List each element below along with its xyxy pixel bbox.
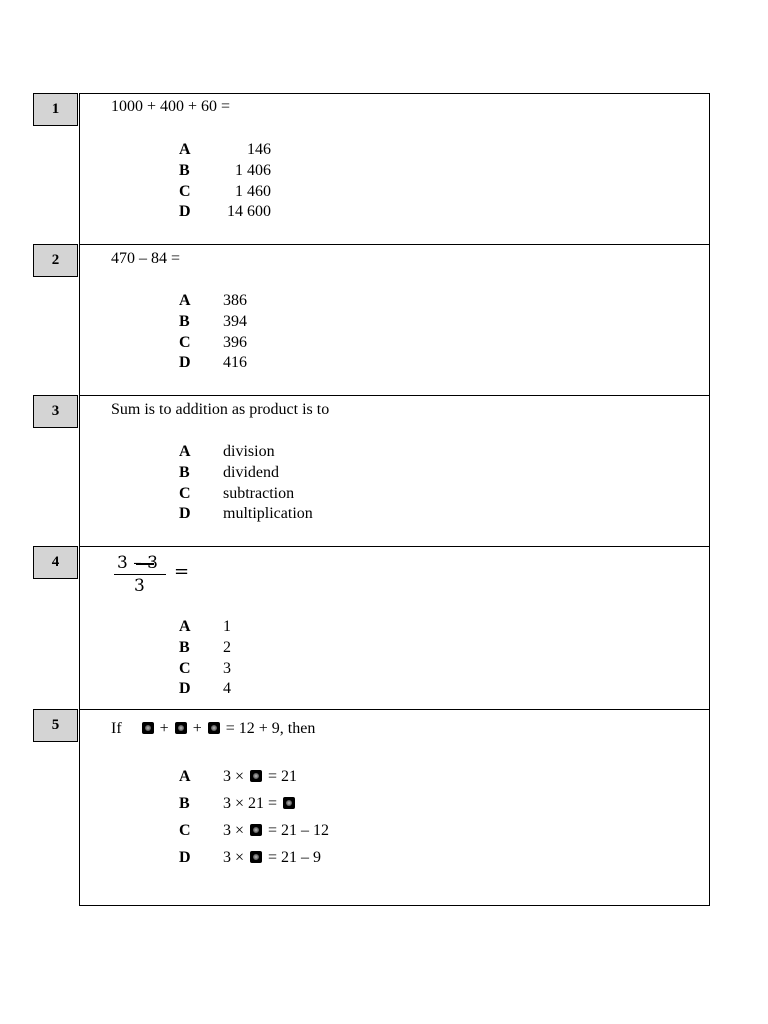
answer-option[interactable] bbox=[179, 844, 329, 871]
answer-options bbox=[179, 140, 271, 223]
answer-option[interactable] bbox=[179, 353, 247, 374]
answer-option[interactable] bbox=[179, 202, 271, 223]
question-number: 1 bbox=[33, 93, 78, 126]
option-after: = 21 – 9 bbox=[268, 848, 322, 866]
option-value: division bbox=[223, 443, 275, 461]
shaded-square-icon bbox=[142, 722, 154, 734]
option-letter: C bbox=[179, 821, 191, 839]
answer-option[interactable] bbox=[179, 763, 329, 790]
stem-equals: = bbox=[225, 720, 235, 737]
option-value bbox=[223, 822, 329, 840]
stem-rhs: 12 + 9, then bbox=[238, 720, 316, 737]
option-letter: B bbox=[179, 313, 190, 331]
option-before: 3 × 21 = bbox=[223, 794, 278, 812]
stem-plus: + bbox=[159, 720, 169, 737]
answer-option[interactable] bbox=[179, 140, 271, 161]
option-letter: C bbox=[179, 333, 191, 351]
option-before: 3 × bbox=[223, 821, 245, 839]
shaded-square-icon bbox=[250, 770, 262, 782]
answer-option[interactable] bbox=[179, 181, 271, 202]
shaded-square-icon bbox=[250, 824, 262, 836]
answer-option[interactable] bbox=[179, 817, 329, 844]
option-before: 3 × bbox=[223, 848, 245, 866]
answer-option[interactable] bbox=[179, 291, 247, 312]
shaded-square-icon bbox=[208, 722, 220, 734]
question-table bbox=[79, 93, 710, 906]
answer-options bbox=[179, 763, 329, 871]
numerator-strike bbox=[136, 563, 154, 565]
stem-plus: + bbox=[192, 720, 202, 737]
option-letter: D bbox=[179, 680, 191, 698]
option-value: 1 bbox=[223, 618, 231, 636]
option-letter: A bbox=[179, 618, 191, 636]
shaded-square-icon bbox=[283, 797, 295, 809]
option-value: 14 600 bbox=[227, 203, 271, 221]
question-number: 5 bbox=[33, 709, 78, 742]
option-value: 2 bbox=[223, 639, 231, 657]
option-value: 3 bbox=[223, 659, 231, 677]
answer-option[interactable] bbox=[179, 504, 313, 525]
answer-option[interactable] bbox=[179, 679, 231, 700]
answer-options bbox=[179, 617, 231, 700]
option-letter: D bbox=[179, 354, 191, 372]
option-letter: D bbox=[179, 505, 191, 523]
row-divider bbox=[79, 395, 710, 396]
option-value bbox=[223, 849, 321, 867]
option-value: 386 bbox=[223, 292, 247, 310]
option-letter: C bbox=[179, 659, 191, 677]
option-before: 3 × bbox=[223, 767, 245, 785]
question-number: 4 bbox=[33, 546, 78, 579]
option-value: 396 bbox=[223, 333, 247, 351]
option-letter: B bbox=[179, 162, 190, 180]
answer-option[interactable] bbox=[179, 638, 231, 659]
answer-option[interactable] bbox=[179, 790, 329, 817]
row-divider bbox=[79, 709, 710, 710]
question-stem: 470 – 84 = bbox=[111, 250, 181, 267]
option-after: = 21 bbox=[268, 767, 298, 785]
answer-option[interactable] bbox=[179, 483, 313, 504]
shaded-square-icon bbox=[250, 851, 262, 863]
answer-option[interactable] bbox=[179, 617, 231, 638]
option-letter: B bbox=[179, 464, 190, 482]
option-after: = 21 – 12 bbox=[268, 821, 330, 839]
answer-option[interactable] bbox=[179, 658, 231, 679]
option-letter: C bbox=[179, 484, 191, 502]
option-value bbox=[223, 795, 297, 813]
row-divider bbox=[79, 546, 710, 547]
question-stem: 1000 + 400 + 60 = bbox=[111, 98, 231, 115]
answer-option[interactable] bbox=[179, 442, 313, 463]
fraction-bar bbox=[114, 574, 166, 575]
option-value: 394 bbox=[223, 313, 247, 331]
option-letter: B bbox=[179, 794, 190, 812]
answer-option[interactable] bbox=[179, 463, 313, 484]
stem-if: If bbox=[111, 720, 122, 737]
option-value: 1 406 bbox=[235, 162, 271, 180]
option-letter: A bbox=[179, 141, 191, 159]
option-letter: A bbox=[179, 767, 191, 785]
answer-options bbox=[179, 291, 247, 374]
row-divider bbox=[79, 244, 710, 245]
option-value: 146 bbox=[247, 141, 271, 159]
fraction-denominator: 3 bbox=[134, 576, 145, 596]
option-value: multiplication bbox=[223, 505, 313, 523]
fraction-equals: = bbox=[174, 561, 190, 582]
option-value: subtraction bbox=[223, 484, 295, 502]
option-value: 1 460 bbox=[235, 182, 271, 200]
answer-option[interactable] bbox=[179, 312, 247, 333]
option-letter: A bbox=[179, 443, 191, 461]
shaded-square-icon bbox=[175, 722, 187, 734]
option-letter: D bbox=[179, 848, 191, 866]
option-letter: C bbox=[179, 182, 191, 200]
question-number: 3 bbox=[33, 395, 78, 428]
option-value bbox=[223, 768, 297, 786]
option-letter: B bbox=[179, 639, 190, 657]
option-letter: D bbox=[179, 203, 191, 221]
answer-option[interactable] bbox=[179, 161, 271, 182]
answer-option[interactable] bbox=[179, 332, 247, 353]
question-number: 2 bbox=[33, 244, 78, 277]
option-value: 4 bbox=[223, 680, 231, 698]
question-stem: Sum is to addition as product is to bbox=[111, 401, 330, 418]
option-value: dividend bbox=[223, 464, 279, 482]
option-letter: A bbox=[179, 292, 191, 310]
option-value: 416 bbox=[223, 354, 247, 372]
answer-options bbox=[179, 442, 313, 525]
question-stem bbox=[111, 720, 315, 738]
fraction-numerator: 3 – 3 bbox=[117, 553, 158, 573]
